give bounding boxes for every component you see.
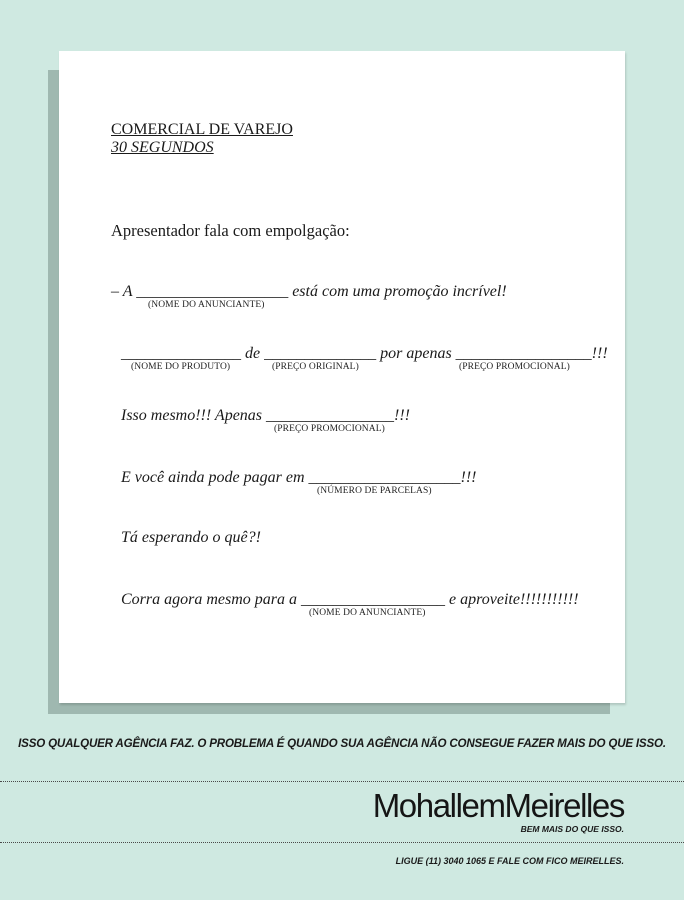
- caption-product-name: (NOME DO PRODUTO): [131, 362, 231, 372]
- agency-logo: MohallemMeirelles: [372, 787, 624, 824]
- caption-original-price: (PREÇO ORIGINAL): [272, 362, 359, 372]
- promo-price-blank: _________________: [455, 345, 592, 362]
- script-duration: 30 SEGUNDOS: [111, 139, 214, 156]
- caption-installments: (NÚMERO DE PARCELAS): [317, 486, 432, 496]
- agency-slogan: BEM MAIS DO QUE ISSO.: [520, 824, 624, 834]
- caption-advertiser-name: (NOME DO ANUNCIANTE): [148, 300, 265, 310]
- promo-price-blank-2: ________________: [266, 407, 395, 424]
- script-line-4: E você ainda pode pagar em ___________________!!!: [121, 469, 477, 486]
- contact-line: LIGUE (11) 3040 1065 E FALE COM FICO MEIRELLES.: [395, 856, 624, 866]
- dotted-divider-bottom: [0, 842, 684, 843]
- script-title: COMERCIAL DE VAREJO: [111, 121, 293, 138]
- script-paper: [59, 51, 625, 703]
- product-blank: _______________: [121, 345, 241, 362]
- dotted-divider-top: [0, 781, 684, 782]
- advertiser-blank-2: __________________: [301, 591, 446, 608]
- script-line-3: Isso mesmo!!! Apenas ________________!!!: [121, 407, 410, 424]
- caption-advertiser-name-2: (NOME DO ANUNCIANTE): [309, 608, 426, 618]
- script-line-5: Tá esperando o quê?!: [121, 529, 261, 546]
- script-line-6: Corra agora mesmo para a __________________ e aproveite!!!!!!!!!!!: [121, 591, 579, 608]
- ad-tagline: ISSO QUALQUER AGÊNCIA FAZ. O PROBLEMA É QUANDO SUA AGÊNCIA NÃO CONSEGUE FAZER MAIS DO QUE ISSO.: [18, 737, 666, 750]
- installments-blank: ___________________: [308, 469, 461, 486]
- caption-promo-price-2: (PREÇO PROMOCIONAL): [274, 424, 385, 434]
- narration-instruction: Apresentador fala com empolgação:: [111, 221, 350, 240]
- advertiser-blank: ___________________: [136, 283, 289, 300]
- script-line-2: _______________ de ______________ por apenas _________________!!!: [121, 345, 608, 362]
- script-line-1: – A ___________________ está com uma promoção incrível!: [111, 283, 507, 300]
- caption-promo-price: (PREÇO PROMOCIONAL): [459, 362, 570, 372]
- original-price-blank: ______________: [264, 345, 377, 362]
